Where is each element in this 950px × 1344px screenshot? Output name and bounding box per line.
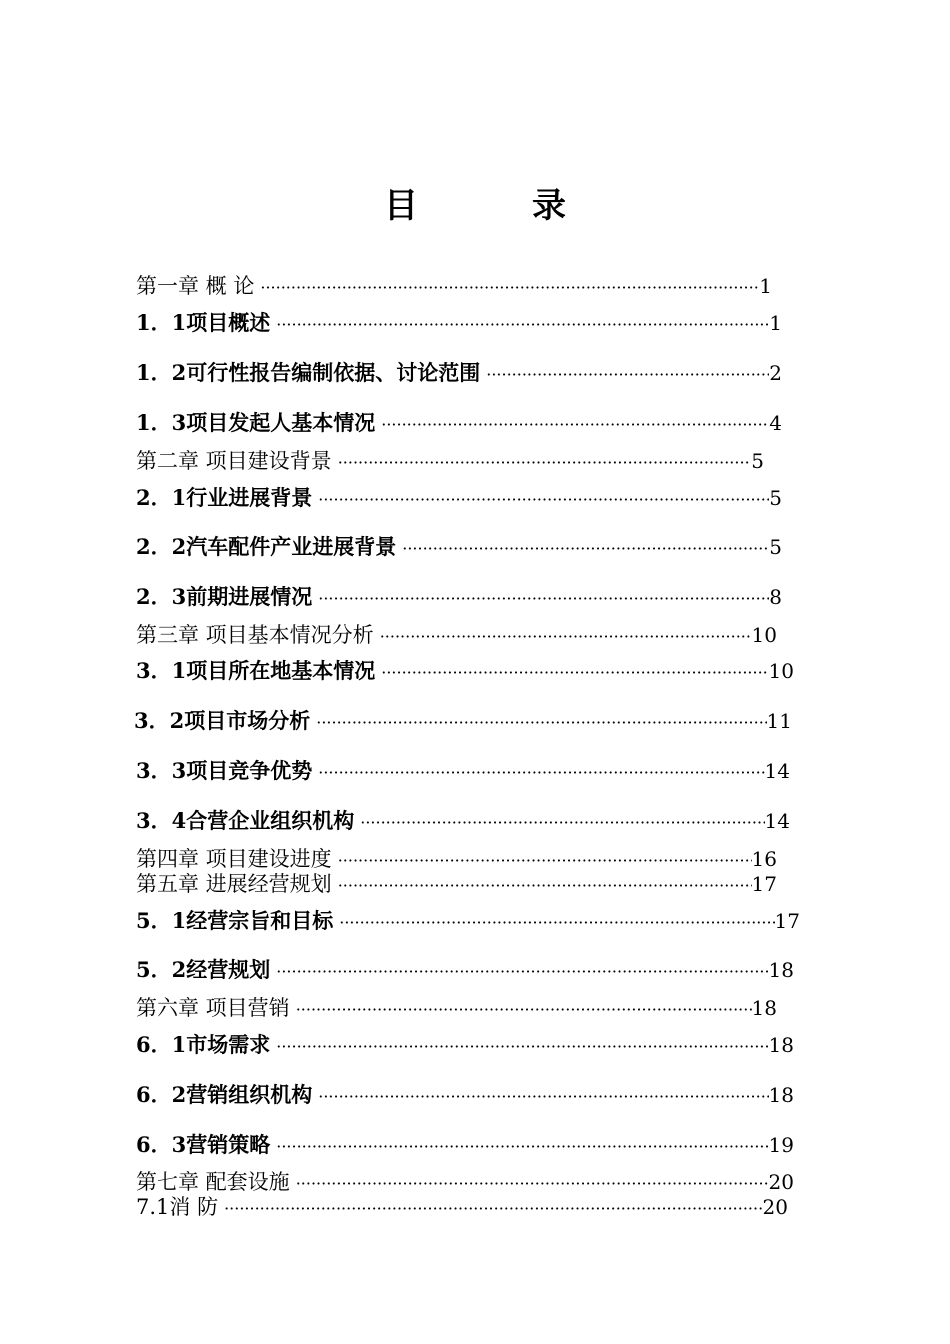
page-title: 目 录 <box>384 186 606 226</box>
toc-entry-label: 1．1项目概述 <box>136 310 271 335</box>
toc-entry-label: 2．1行业进展背景 <box>136 485 313 510</box>
toc-leader-dots <box>312 760 764 786</box>
toc-leader-dots <box>312 487 769 513</box>
toc-entry-label: 5．2经营规划 <box>136 957 271 982</box>
toc-entry-page: 18 <box>768 1083 794 1107</box>
toc-entry-label: 第三章 项目基本情况分析 <box>136 623 374 647</box>
toc-entry-page: 10 <box>751 623 777 647</box>
toc-entry-page: 18 <box>751 996 777 1020</box>
toc-entry-label: 1．3项目发起人基本情况 <box>136 410 376 435</box>
toc-leader-dots <box>218 1196 762 1222</box>
toc-entry-page: 10 <box>768 659 794 683</box>
toc-entry-label: 3．3项目竞争优势 <box>136 758 313 783</box>
toc-entry-page: 20 <box>762 1195 788 1219</box>
toc-entry-label: 2．2汽车配件产业进展背景 <box>136 534 397 559</box>
toc-entry-page: 18 <box>768 1033 794 1057</box>
toc-entry-6-3[interactable] <box>136 1132 794 1160</box>
toc-leader-dots <box>254 275 759 301</box>
toc-leader-dots <box>332 450 752 476</box>
toc-leader-dots <box>312 586 769 612</box>
toc-entry-label: 第六章 项目营销 <box>136 996 290 1020</box>
toc-entry-chapter-2[interactable] <box>136 448 764 476</box>
toc-entry-label: 3．1项目所在地基本情况 <box>136 658 376 683</box>
toc-entry-page: 11 <box>766 709 792 733</box>
toc-entry-label: 5．1经营宗旨和目标 <box>136 908 334 933</box>
toc-entry-label: 第二章 项目建设背景 <box>136 449 332 473</box>
toc-leader-dots <box>270 312 769 338</box>
toc-entry-label: 1．2可行性报告编制依据、讨论范围 <box>136 360 481 385</box>
toc-leader-dots <box>290 997 752 1023</box>
toc-entry-chapter-6[interactable] <box>136 995 777 1023</box>
toc-leader-dots <box>375 412 769 438</box>
toc-entry-page: 4 <box>769 411 782 435</box>
toc-entry-label: 第七章 配套设施 <box>136 1170 290 1194</box>
toc-entry-label: 6．1市场需求 <box>136 1032 271 1057</box>
toc-entry-label: 7.1消 防 <box>136 1195 219 1219</box>
toc-leader-dots <box>312 1084 768 1110</box>
toc-entry-6-2[interactable] <box>136 1082 794 1110</box>
toc-entry-page: 2 <box>769 361 782 385</box>
toc-leader-dots <box>333 910 774 936</box>
toc-entry-page: 1 <box>759 274 772 298</box>
toc-entry-page: 17 <box>774 909 800 933</box>
toc-entry-7-1[interactable] <box>136 1194 788 1222</box>
toc-entry-label: 6．3营销策略 <box>136 1132 271 1157</box>
toc-entry-2-3[interactable] <box>136 584 782 612</box>
toc-entry-3-2[interactable] <box>134 708 792 736</box>
toc-leader-dots <box>480 362 769 388</box>
toc-leader-dots <box>270 959 768 985</box>
toc-leader-dots <box>332 873 752 899</box>
toc-entry-2-1[interactable] <box>136 485 782 513</box>
toc-entry-3-4[interactable] <box>136 808 790 836</box>
toc-leader-dots <box>375 660 768 686</box>
toc-entry-3-3[interactable] <box>136 758 790 786</box>
toc-entry-label: 3．2项目市场分析 <box>134 708 311 733</box>
toc-entry-6-1[interactable] <box>136 1032 794 1060</box>
toc-entry-page: 18 <box>768 958 794 982</box>
toc-entry-page: 16 <box>751 847 777 871</box>
toc-entry-chapter-1[interactable] <box>136 273 772 301</box>
toc-entry-page: 5 <box>751 449 764 473</box>
toc-entry-3-1[interactable] <box>136 658 794 686</box>
toc-entry-label: 第四章 项目建设进度 <box>136 847 332 871</box>
toc-entry-page: 19 <box>768 1133 794 1157</box>
toc-entry-label: 2．3前期进展情况 <box>136 584 313 609</box>
toc-entry-1-2[interactable] <box>136 360 782 388</box>
toc-entry-label: 第五章 进展经营规划 <box>136 872 332 896</box>
toc-entry-page: 5 <box>769 535 782 559</box>
toc-entry-page: 1 <box>769 311 782 335</box>
toc-entry-1-3[interactable] <box>136 410 782 438</box>
toc-entry-chapter-5[interactable] <box>136 871 777 899</box>
toc-entry-label: 第一章 概 论 <box>136 274 255 298</box>
toc-leader-dots <box>310 710 766 736</box>
toc-entry-label: 6．2营销组织机构 <box>136 1082 313 1107</box>
toc-leader-dots <box>396 536 769 562</box>
toc-leader-dots <box>354 810 764 836</box>
toc-entry-chapter-4[interactable] <box>136 846 777 874</box>
toc-entry-page: 5 <box>769 486 782 510</box>
toc-entry-page: 20 <box>768 1170 794 1194</box>
toc-entry-page: 17 <box>751 872 777 896</box>
toc-entry-page: 14 <box>764 759 790 783</box>
toc-entry-2-2[interactable] <box>136 534 782 562</box>
toc-entry-chapter-7[interactable] <box>136 1169 794 1197</box>
toc-leader-dots <box>374 624 752 650</box>
toc-entry-label: 3．4合营企业组织机构 <box>136 808 355 833</box>
toc-entry-5-2[interactable] <box>136 957 794 985</box>
toc-entry-chapter-3[interactable] <box>136 622 777 650</box>
toc-leader-dots <box>270 1134 768 1160</box>
toc-entry-page: 8 <box>769 585 782 609</box>
toc-entry-5-1[interactable] <box>136 908 800 936</box>
toc-entry-page: 14 <box>764 809 790 833</box>
toc-leader-dots <box>270 1034 768 1060</box>
toc-entry-1-1[interactable] <box>136 310 782 338</box>
